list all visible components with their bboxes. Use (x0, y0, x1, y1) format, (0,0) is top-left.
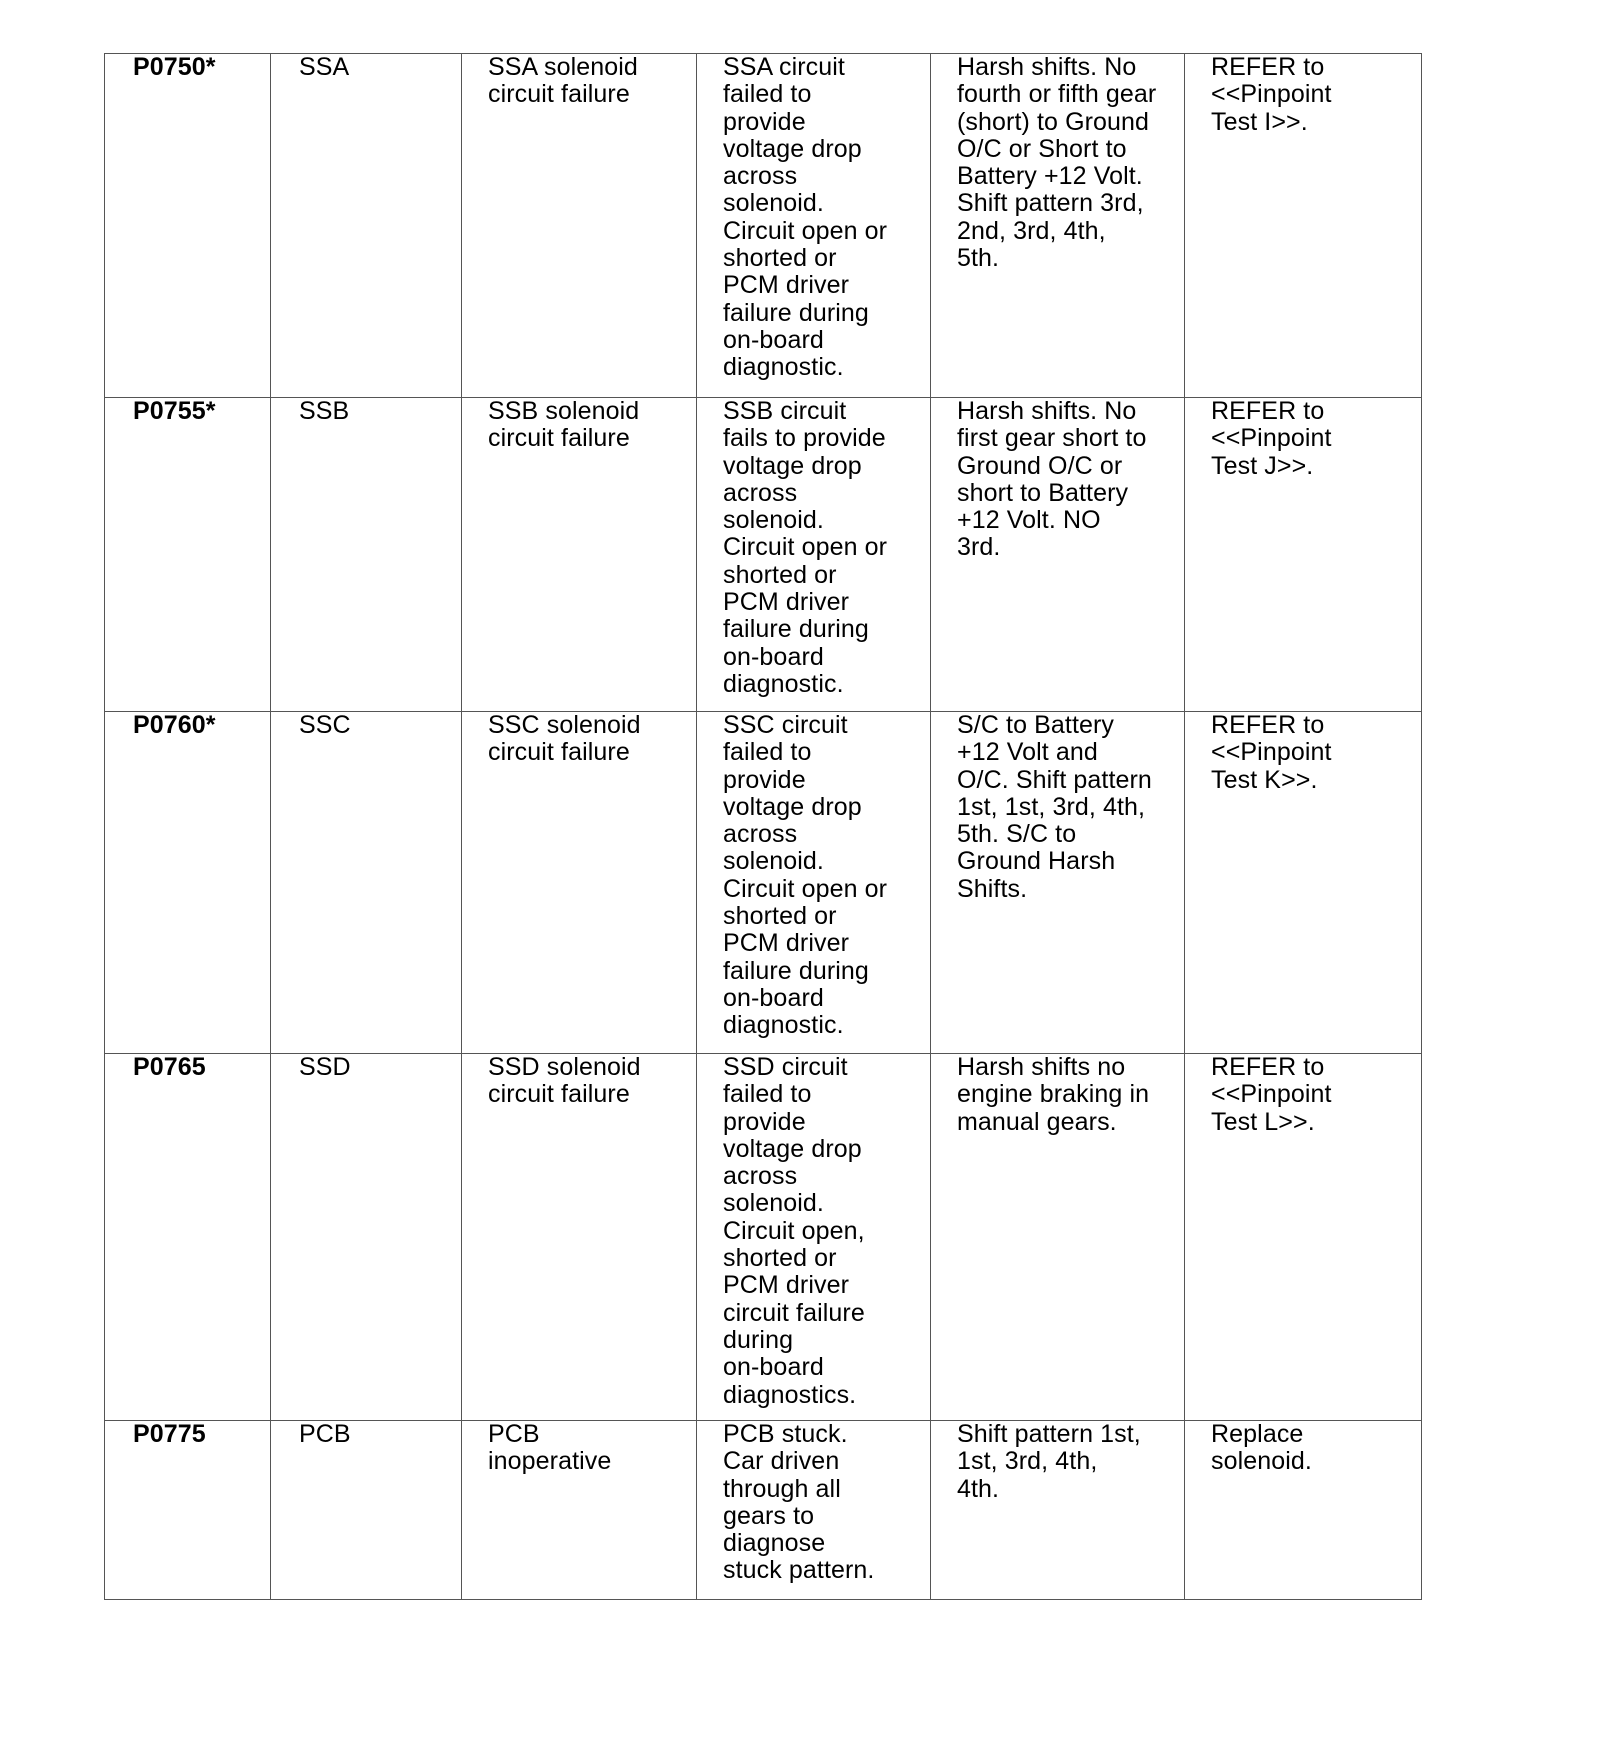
action-cell: REFER to <<Pinpoint Test J>>. (1185, 398, 1422, 712)
symptom-cell: Harsh shifts no engine braking in manual gears. (931, 1054, 1185, 1421)
condition-cell: SSB circuit fails to provide voltage drop across solenoid. Circuit open or shorted or PCM driver failure during on-board diagnostic. (697, 398, 931, 712)
symptom-cell: Harsh shifts. No first gear short to Ground O/C or short to Battery +12 Volt. NO 3rd. (931, 398, 1185, 712)
dtc-code-cell: P0775 (105, 1421, 271, 1600)
table-row (105, 54, 1422, 398)
condition-cell: SSD circuit failed to provide voltage drop across solenoid. Circuit open, shorted or PCM driver circuit failure during on-board diagnostics. (697, 1054, 931, 1421)
symptom-cell: Harsh shifts. No fourth or fifth gear (short) to Ground O/C or Short to Battery +12 Volt. Shift pattern 3rd, 2nd, 3rd, 4th, 5th. (931, 54, 1185, 398)
action-cell: REFER to <<Pinpoint Test L>>. (1185, 1054, 1422, 1421)
component-cell: SSB (271, 398, 462, 712)
table-row (105, 712, 1422, 1054)
table-row (105, 398, 1422, 712)
dtc-code-cell: P0765 (105, 1054, 271, 1421)
action-cell: Replace solenoid. (1185, 1421, 1422, 1600)
action-cell: REFER to <<Pinpoint Test K>>. (1185, 712, 1422, 1054)
description-cell: SSA solenoid circuit failure (462, 54, 697, 398)
component-cell: SSD (271, 1054, 462, 1421)
action-cell: REFER to <<Pinpoint Test I>>. (1185, 54, 1422, 398)
description-cell: SSC solenoid circuit failure (462, 712, 697, 1054)
dtc-table (104, 53, 1422, 1600)
description-cell: SSB solenoid circuit failure (462, 398, 697, 712)
component-cell: PCB (271, 1421, 462, 1600)
dtc-code-cell: P0750* (105, 54, 271, 398)
symptom-cell: S/C to Battery +12 Volt and O/C. Shift pattern 1st, 1st, 3rd, 4th, 5th. S/C to Ground Harsh Shifts. (931, 712, 1185, 1054)
table-row (105, 1421, 1422, 1600)
dtc-code-cell: P0755* (105, 398, 271, 712)
condition-cell: SSC circuit failed to provide voltage drop across solenoid. Circuit open or shorted or PCM driver failure during on-board diagnostic. (697, 712, 931, 1054)
component-cell: SSA (271, 54, 462, 398)
description-cell: PCB inoperative (462, 1421, 697, 1600)
dtc-code-cell: P0760* (105, 712, 271, 1054)
symptom-cell: Shift pattern 1st, 1st, 3rd, 4th, 4th. (931, 1421, 1185, 1600)
condition-cell: PCB stuck. Car driven through all gears to diagnose stuck pattern. (697, 1421, 931, 1600)
condition-cell: SSA circuit failed to provide voltage drop across solenoid. Circuit open or shorted or PCM driver failure during on-board diagnostic. (697, 54, 931, 398)
description-cell: SSD solenoid circuit failure (462, 1054, 697, 1421)
table-row (105, 1054, 1422, 1421)
component-cell: SSC (271, 712, 462, 1054)
